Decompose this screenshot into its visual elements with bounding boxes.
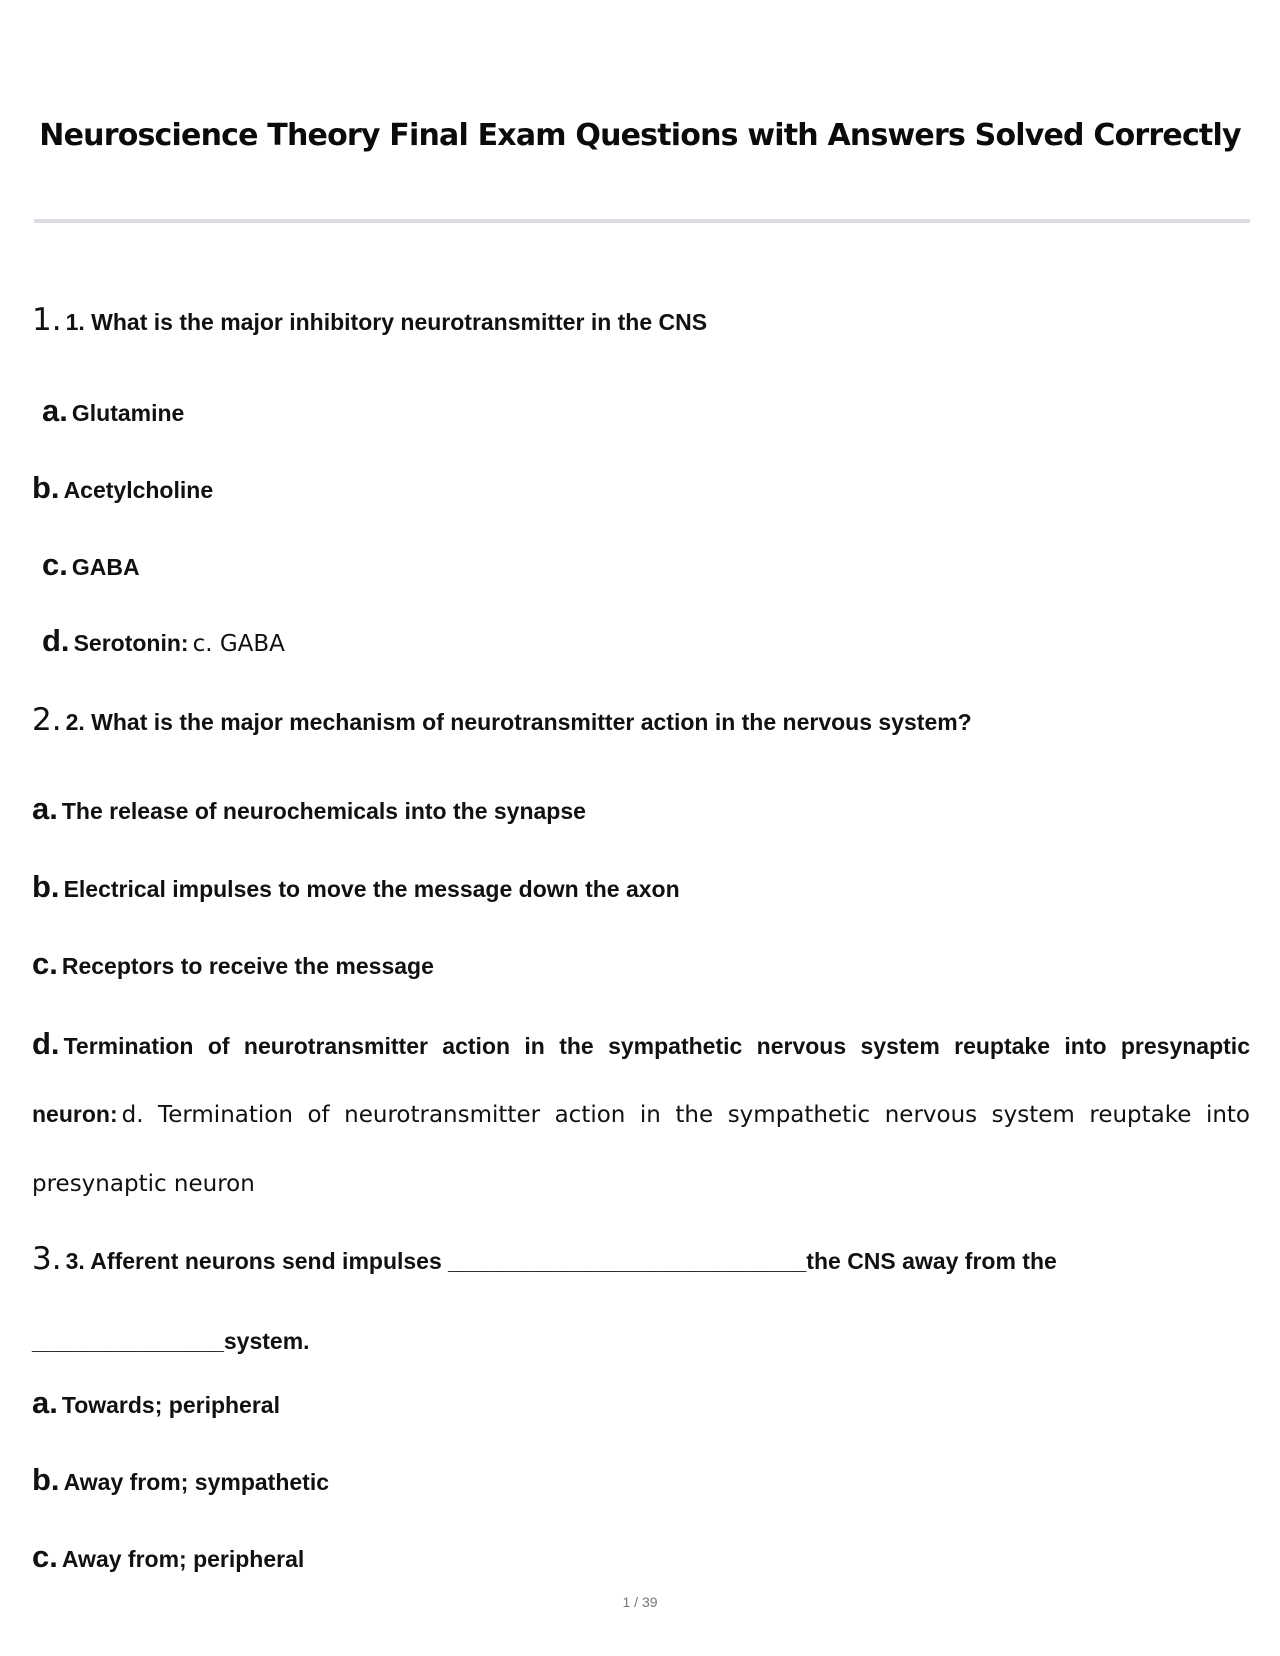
question-text: 1. What is the major inhibitory neurotransmitter in the CNS — [65, 309, 708, 335]
question-number: 2. — [32, 702, 62, 738]
option-letter: d. — [32, 1026, 60, 1061]
question-2 — [32, 702, 972, 738]
title-divider — [34, 219, 1250, 223]
answer-text: d. Termination of neurotransmitter action in the sympathetic nervous system reuptake into presynaptic neuron — [32, 1102, 1250, 1197]
option-text: Electrical impulses to move the message down the axon — [63, 876, 680, 902]
option-letter: a. — [42, 393, 68, 428]
option-text: Receptors to receive the message — [61, 953, 434, 979]
option-text: GABA — [71, 554, 140, 580]
option-letter: a. — [32, 1385, 58, 1420]
question-3-continuation — [32, 1328, 310, 1355]
question-1-option-b — [32, 470, 213, 506]
question-1-option-d — [42, 623, 285, 659]
option-letter: c. — [42, 547, 68, 582]
question-text: 2. What is the major mechanism of neurotransmitter action in the nervous system? — [65, 709, 972, 735]
option-letter: c. — [32, 946, 58, 981]
question-2-option-b — [32, 869, 680, 905]
question-text-continued: _______________system. — [32, 1328, 310, 1354]
option-letter: d. — [42, 623, 70, 658]
option-text: Glutamine — [71, 400, 185, 426]
question-1-option-c — [42, 547, 140, 583]
option-text: Termination of neurotransmitter action in the sympathetic nervous system reuptake into presynaptic neuron: — [32, 1033, 1250, 1127]
question-3-option-b — [32, 1462, 329, 1498]
option-letter: c. — [32, 1539, 58, 1574]
question-number: 1. — [32, 302, 62, 338]
question-3 — [32, 1241, 1057, 1277]
option-letter: a. — [32, 791, 58, 826]
question-3-option-c — [32, 1539, 304, 1575]
option-text: The release of neurochemicals into the synapse — [61, 798, 586, 824]
question-number: 3. — [32, 1241, 62, 1277]
question-2-option-d — [32, 1010, 1250, 1218]
document-title: Neuroscience Theory Final Exam Questions with Answers Solved Correctly — [39, 118, 1241, 153]
question-2-option-a — [32, 791, 586, 827]
question-1-option-a — [42, 393, 184, 429]
page-number: 1 / 39 — [622, 1594, 658, 1610]
question-text: 3. Afferent neurons send impulses ____________________________the CNS away from the — [65, 1248, 1057, 1274]
question-1 — [32, 302, 707, 338]
option-text: Towards; peripheral — [61, 1392, 280, 1418]
question-3-option-a — [32, 1385, 280, 1421]
answer-text: c. GABA — [192, 631, 285, 657]
option-letter: b. — [32, 1462, 60, 1497]
option-text: Away from; sympathetic — [63, 1469, 329, 1495]
question-2-option-c — [32, 946, 434, 982]
option-text: Serotonin: — [73, 630, 189, 656]
option-text: Acetylcholine — [63, 477, 214, 503]
option-letter: b. — [32, 869, 60, 904]
option-text: Away from; peripheral — [61, 1546, 305, 1572]
option-letter: b. — [32, 470, 60, 505]
